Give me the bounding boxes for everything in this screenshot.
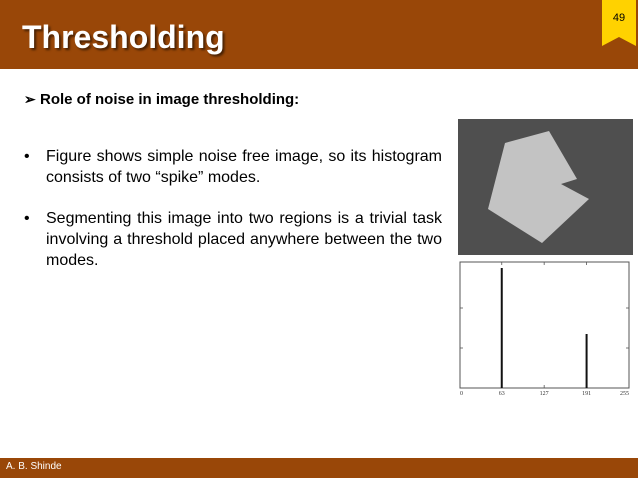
subheading-text: Role of noise in image thresholding: xyxy=(40,91,300,108)
x-tick-label: 255 xyxy=(620,391,629,397)
subheading xyxy=(24,91,299,108)
slide-footer xyxy=(0,458,638,478)
page-number: 49 xyxy=(612,12,626,24)
x-tick-label: 0 xyxy=(460,391,463,397)
x-tick-label: 191 xyxy=(582,391,592,397)
noise-free-image xyxy=(458,119,633,255)
bullet-text: Figure shows simple noise free image, so its histogram consists of two “spike” modes. xyxy=(46,148,442,186)
histogram-spike xyxy=(586,334,588,388)
arrow-bullet-icon: ➢ xyxy=(24,91,36,107)
plot-frame xyxy=(460,262,629,388)
slide-header xyxy=(0,0,638,69)
x-tick-label: 127 xyxy=(539,391,549,397)
bullet-item xyxy=(24,208,442,271)
histogram-spike xyxy=(501,268,503,388)
bullet-dot-icon: • xyxy=(24,148,30,165)
histogram-chart xyxy=(458,260,633,398)
bullet-item xyxy=(24,146,442,188)
bullet-dot-icon: • xyxy=(24,210,30,227)
x-tick-label: 63 xyxy=(498,391,505,397)
bullet-text: Segmenting this image into two regions is a trivial task involving a threshold placed anywhere between the two modes. xyxy=(46,210,442,269)
footer-author: A. B. Shinde xyxy=(6,461,62,472)
slide-title: Thresholding xyxy=(22,19,225,55)
bullet-list xyxy=(24,146,442,291)
tick-labels xyxy=(460,391,629,397)
